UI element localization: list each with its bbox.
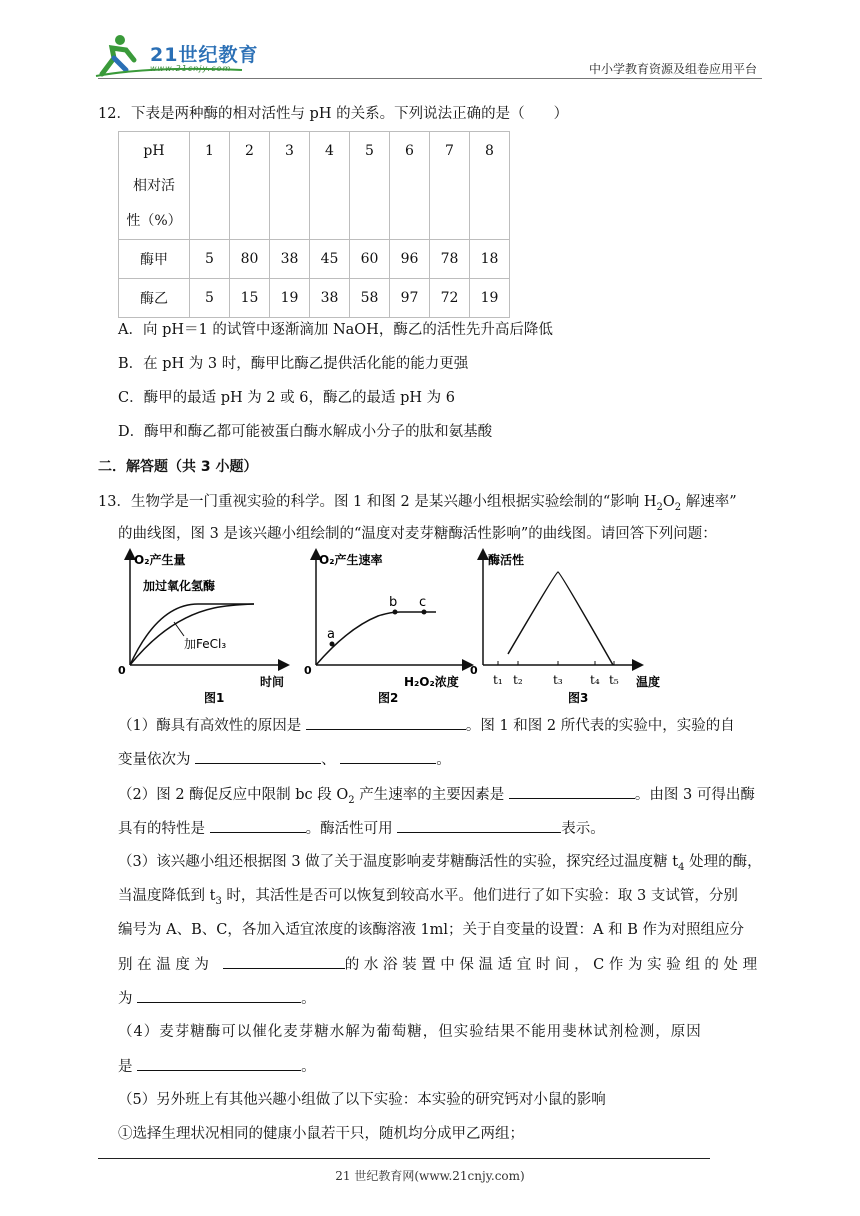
q13-stem-line2: 的曲线图，图 3 是该兴趣小组绘制的“温度对麦芽糖酶活性影响”的曲线图。请回答下列问题： <box>118 526 717 542</box>
option-a: A．向 pH＝1 的试管中逐渐滴加 NaOH，酶乙的活性先升高后降低 <box>118 322 553 338</box>
value-cell: 5 <box>190 240 230 279</box>
value-cell: 15 <box>230 279 270 318</box>
q13-stem-line1: 13．生物学是一门重视实验的科学。图 1 和图 2 是某兴趣小组根据实验绘制的“影响 $H_2O_2$ 解速率” <box>98 494 737 513</box>
ph-cell: 8 <box>470 132 510 240</box>
q13-part2-line2: 具有的特性是 。酶活性可用 表示。 <box>118 818 764 839</box>
q13-part5-line2: ①选择生理状况相同的健康小鼠若干只，随机均分成甲乙两组； <box>118 1126 524 1142</box>
value-cell: 18 <box>470 240 510 279</box>
fig1-origin: 0 <box>118 664 126 677</box>
figure-3 <box>470 552 660 705</box>
fig1-curve-top-label: 加过氧化氢酶 <box>143 579 216 593</box>
ph-cell: 3 <box>270 132 310 240</box>
platform-title: 中小学教育资源及组卷应用平台 <box>588 62 757 76</box>
fig3-caption: 图3 <box>568 691 589 705</box>
value-cell: 72 <box>430 279 470 318</box>
logo-url: www.21cnjy.com <box>150 64 232 73</box>
enzyme-ph-table <box>118 131 510 318</box>
header-line-2: 相对活 <box>133 178 175 194</box>
fig1-caption: 图1 <box>204 691 225 705</box>
fig2-point-b <box>393 610 398 615</box>
value-cell: 78 <box>430 240 470 279</box>
q13-part5-line1: （5）另外班上有其他兴趣小组做了以下实验：本实验的研究钙对小鼠的影响 <box>118 1092 606 1108</box>
fig2-ylabel: O₂产生速率 <box>319 553 383 567</box>
ph-cell: 1 <box>190 132 230 240</box>
fig1-curve-bottom-label: 加FeCl₃ <box>184 637 227 651</box>
figure-2 <box>304 552 468 705</box>
table-header-cell <box>119 132 190 240</box>
section-heading: 二．解答题（共 3 小题） <box>98 459 258 475</box>
q13-part3-line3: 编号为 A、B、C，各加入适宜浓度的该酶溶液 1ml；关于自变量的设置：A 和 B 作为对照组应分 <box>118 922 745 938</box>
fig2-label-a: a <box>327 627 335 642</box>
fig2-point-c <box>422 610 427 615</box>
header-line-ph: pH <box>143 143 165 159</box>
fig1-ylabel: O₂产生量 <box>134 553 186 567</box>
figure-1 <box>118 552 284 705</box>
option-b: B．在 pH 为 3 时，酶甲比酶乙提供活化能的能力更强 <box>118 356 469 372</box>
fig3-t2: t₂ <box>513 673 523 687</box>
fig3-origin: 0 <box>470 664 478 677</box>
option-d: D．酶甲和酶乙都可能被蛋白酶水解成小分子的肽和氨基酸 <box>118 424 493 440</box>
q13-part1-line1: （1）酶具有高效性的原因是 。图 1 和图 2 所代表的实验中，实验的自 <box>118 715 764 736</box>
ph-cell: 2 <box>230 132 270 240</box>
fig3-t1: t₁ <box>493 673 503 687</box>
fig3-ylabel: 酶活性 <box>488 553 525 567</box>
fig2-caption: 图2 <box>378 691 399 705</box>
logo-text: 21世纪教育 <box>150 44 259 66</box>
ph-cell: 6 <box>390 132 430 240</box>
footer-divider <box>98 1158 710 1159</box>
table-row-enzyme-a <box>119 240 510 279</box>
value-cell: 45 <box>310 240 350 279</box>
fig3-t5: t₅ <box>609 673 619 687</box>
table-header-row <box>119 132 510 240</box>
fig2-xlabel: H₂O₂浓度 <box>404 675 459 689</box>
header-line-3: 性（%） <box>126 213 182 229</box>
q13-part1-line2: 变量依次为 、 。 <box>118 749 764 770</box>
value-cell: 19 <box>270 279 310 318</box>
page-header <box>0 0 860 80</box>
value-cell: 38 <box>270 240 310 279</box>
fig3-xlabel: 温度 <box>636 675 661 689</box>
q12-stem: 12．下表是两种酶的相对活性与 pH 的关系。下列说法正确的是（ ） <box>98 106 569 122</box>
row-label: 酶乙 <box>119 279 190 318</box>
table-row-enzyme-b <box>119 279 510 318</box>
header-divider <box>98 78 762 79</box>
row-label: 酶甲 <box>119 240 190 279</box>
value-cell: 97 <box>390 279 430 318</box>
ph-cell: 4 <box>310 132 350 240</box>
footer-text: 21 世纪教育网(www.21cnjy.com) <box>335 1169 525 1183</box>
q13-part4-line1: （4）麦芽糖酶可以催化麦芽糖水解为葡萄糖，但实验结果不能用斐林试剂检测，原因 <box>118 1024 702 1040</box>
value-cell: 96 <box>390 240 430 279</box>
figures-1-2-3 <box>118 548 678 708</box>
fig1-xlabel: 时间 <box>260 675 285 689</box>
ph-cell: 7 <box>430 132 470 240</box>
q13-part3-line2: 当温度降低到 $t_3$ 时，其活性是否可以恢复到较高水平。他们进行了如下实验：取 3 支试管，分别 <box>118 888 738 907</box>
fig2-origin: 0 <box>304 664 312 677</box>
fig2-point-a <box>330 642 335 647</box>
ph-cell: 5 <box>350 132 390 240</box>
fig3-t3: t₃ <box>553 673 563 687</box>
fig3-t4: t₄ <box>590 673 600 687</box>
q13-part4-line2: 是 。 <box>118 1056 764 1077</box>
value-cell: 58 <box>350 279 390 318</box>
q13-part2-line1: （2）图 2 酶促反应中限制 bc 段 $O_2$ 产生速率的主要因素是 。由图 3 可得出酶 <box>118 784 764 811</box>
q13-part3-line1: （3）该兴趣小组还根据图 3 做了关于温度影响麦芽糖酶活性的实验，探究经过温度糖 $t_4$ 处理的酶， <box>118 854 762 873</box>
fig2-label-c: c <box>419 595 427 610</box>
value-cell: 60 <box>350 240 390 279</box>
option-c: C．酶甲的最适 pH 为 2 或 6，酶乙的最适 pH 为 6 <box>118 390 455 406</box>
value-cell: 80 <box>230 240 270 279</box>
value-cell: 5 <box>190 279 230 318</box>
q13-part3-line5: 为 。 <box>118 988 764 1009</box>
fig2-label-b: b <box>389 595 398 610</box>
q13-part3-line4: 别 在 温 度 为 的 水 浴 装 置 中 保 温 适 宜 时 间 ， C 作 为 实 验 组 的 处 理 <box>118 954 764 975</box>
value-cell: 38 <box>310 279 350 318</box>
value-cell: 19 <box>470 279 510 318</box>
